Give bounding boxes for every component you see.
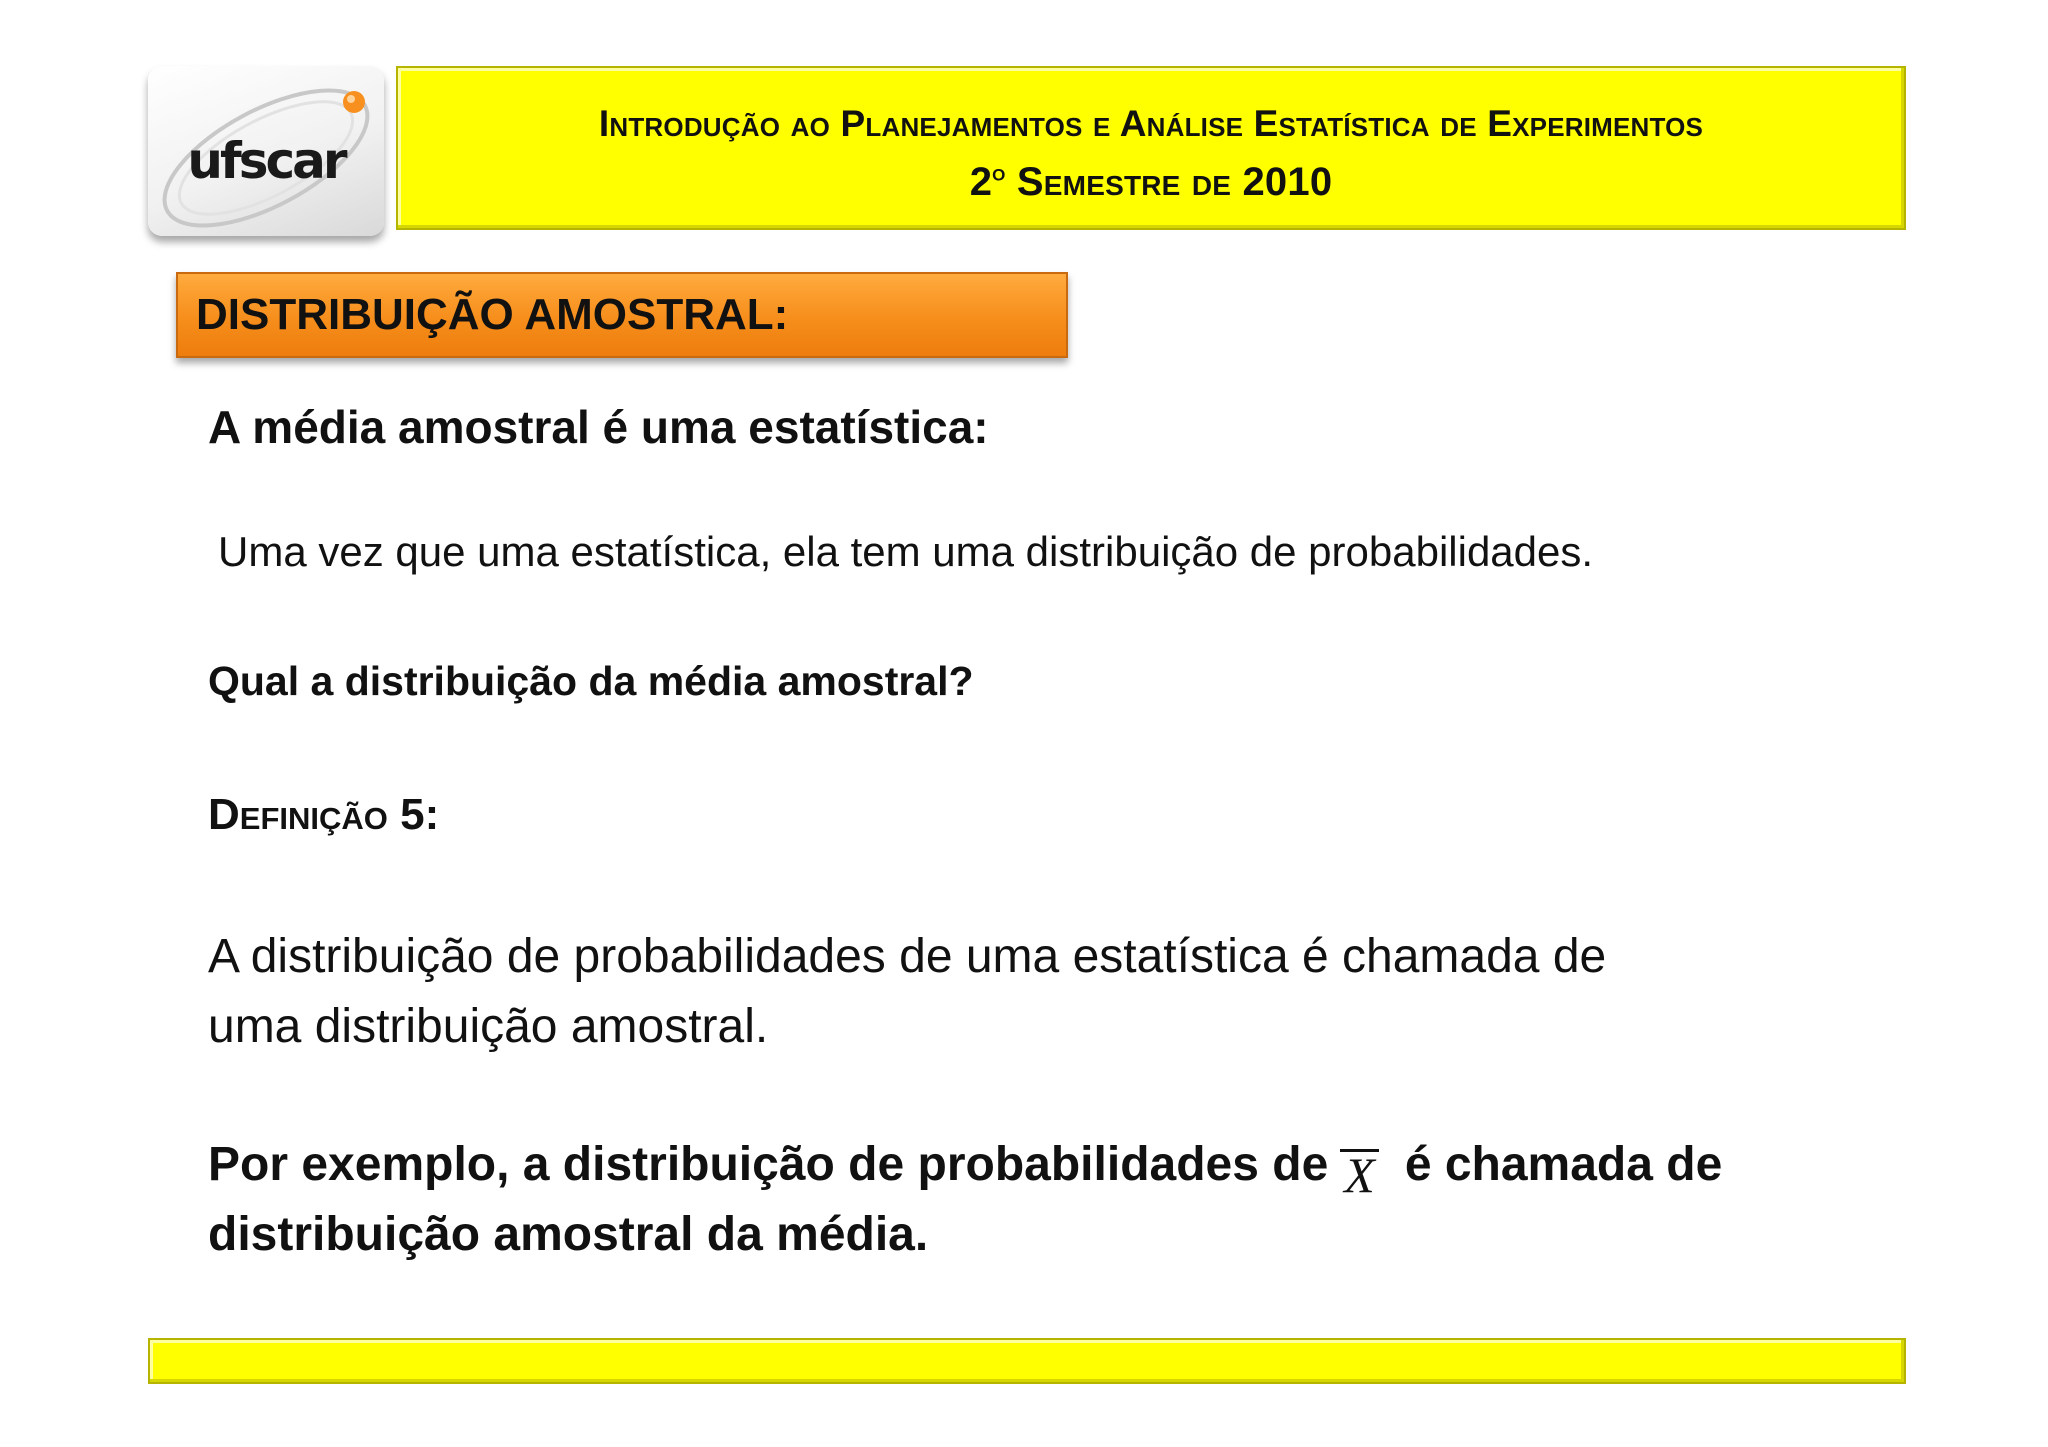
definition-line-1: A distribuição de probabilidades de uma estatística é chamada de [208, 930, 1607, 983]
semester-ordinal: 2 [969, 160, 993, 204]
example-before: Por exemplo, a distribuição de probabilidades de [208, 1138, 1329, 1191]
footer-bar [148, 1338, 1906, 1384]
content-heading: A média amostral é uma estatística: [208, 401, 989, 453]
example-after: é chamada de [1404, 1138, 1723, 1191]
semester-title [398, 158, 1904, 206]
example-text [208, 1130, 1722, 1270]
section-title: DISTRIBUIÇÃO AMOSTRAL: [176, 272, 1068, 358]
definition-label: Definição 5: [208, 790, 440, 839]
example-line-2: distribuição amostral da média. [208, 1208, 929, 1261]
definition-body [208, 922, 1606, 1062]
ufscar-logo [148, 66, 384, 236]
course-title: Introdução ao Planejamentos e Análise Estatística de Experimentos [598, 103, 1704, 144]
semester-ordinal-suffix: o [992, 159, 1006, 187]
logo-orange-dot [343, 91, 365, 113]
definition-line-2: uma distribuição amostral. [208, 1000, 769, 1053]
intro-text: Uma vez que uma estatística, ela tem uma distribuição de probabilidades. [218, 528, 1594, 575]
x-bar-symbol: X [1340, 1149, 1379, 1198]
example-line-1 [208, 1130, 1723, 1203]
header-bar [396, 66, 1906, 230]
question-text: Qual a distribuição da média amostral? [208, 658, 974, 704]
semester-rest: Semestre de 2010 [1005, 160, 1333, 204]
logo-wordmark: ufscar [187, 132, 345, 190]
